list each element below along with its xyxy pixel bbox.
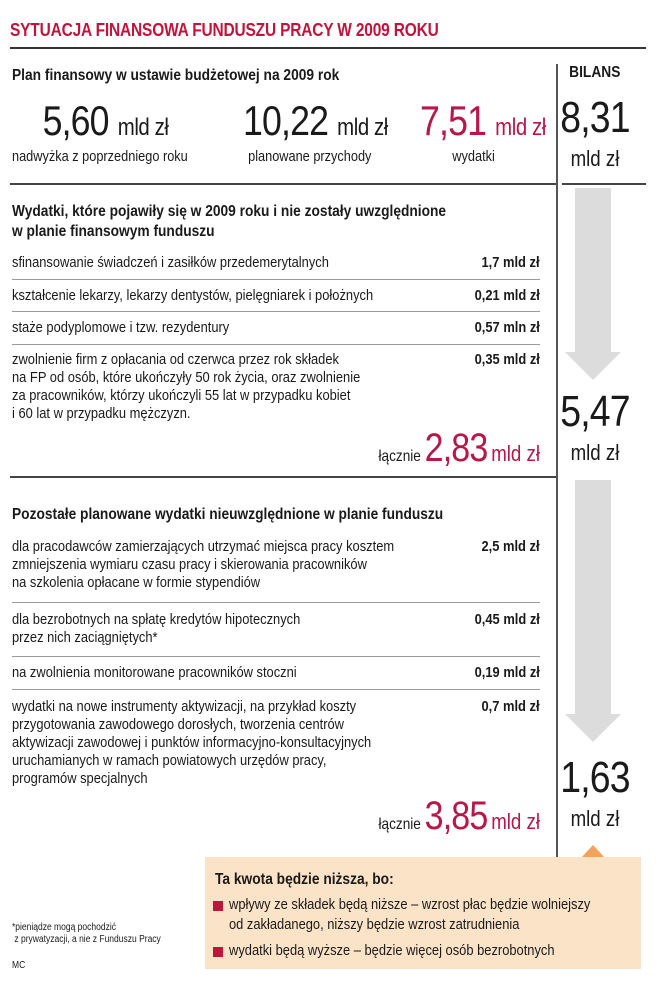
section1-heading: Wydatki, które pojawiły się w 2009 roku i nie zostały uwzględnione w planie finansowym funduszu xyxy=(12,203,447,240)
bilans-arrow-2 xyxy=(575,480,611,715)
divider xyxy=(12,602,540,603)
footnote: *pieniądze mogą pochodzić z prywatyzacji, a nie z Funduszu Pracy xyxy=(12,922,161,945)
divider xyxy=(12,279,540,280)
bilans-divider xyxy=(556,64,558,876)
note-box xyxy=(205,857,641,969)
note-bullet: wydatki będą wyższe – będzie więcej osób bezrobotnych xyxy=(229,942,555,959)
plan-item-surplus: 5,60 mld zł nadwyżka z poprzedniego roku xyxy=(12,97,188,165)
arrow-down-icon xyxy=(565,714,621,744)
section2-heading: Pozostałe planowane wydatki nieuwzględnione w planie funduszu xyxy=(12,506,444,523)
divider xyxy=(12,344,540,345)
section1-total: łącznie 2,83 mld zł xyxy=(378,426,540,470)
page-title: SYTUACJA FINANSOWA FUNDUSZU PRACY W 2009 ROKU xyxy=(10,20,439,40)
note-heading: Ta kwota będzie niższa, bo: xyxy=(215,871,394,888)
plan-item-expenses: 7,51 mld zł wydatki xyxy=(420,97,546,165)
credit: MC xyxy=(12,960,26,971)
plan-heading: Plan finansowy w ustawie budżetowej na 2009 rok xyxy=(12,67,340,84)
bilans-value-2: 5,47 mld zł xyxy=(560,387,630,465)
title-rule xyxy=(10,47,646,49)
section-rule xyxy=(10,183,556,185)
bilans-value-1: 8,31 mld zł xyxy=(560,93,630,171)
section-rule xyxy=(562,183,646,185)
arrow-down-icon xyxy=(565,352,621,382)
bullet-icon xyxy=(213,901,223,911)
note-bullet: wpływy ze składek będą niższe – wzrost płac będzie wolniejszy od zakładanego, niższy będzie wzrost zatrudnienia xyxy=(229,896,591,933)
divider xyxy=(12,311,540,312)
bilans-heading: BILANS xyxy=(569,64,621,81)
divider xyxy=(12,689,540,690)
bilans-value-3: 1,63 mld zł xyxy=(560,753,630,831)
section-rule xyxy=(10,476,556,478)
section2-total: łącznie 3,85 mld zł xyxy=(378,794,540,838)
bilans-arrow-1 xyxy=(575,188,611,353)
bullet-icon xyxy=(213,947,223,957)
divider xyxy=(12,656,540,657)
plan-item-income: 10,22 mld zł planowane przychody xyxy=(243,97,388,165)
